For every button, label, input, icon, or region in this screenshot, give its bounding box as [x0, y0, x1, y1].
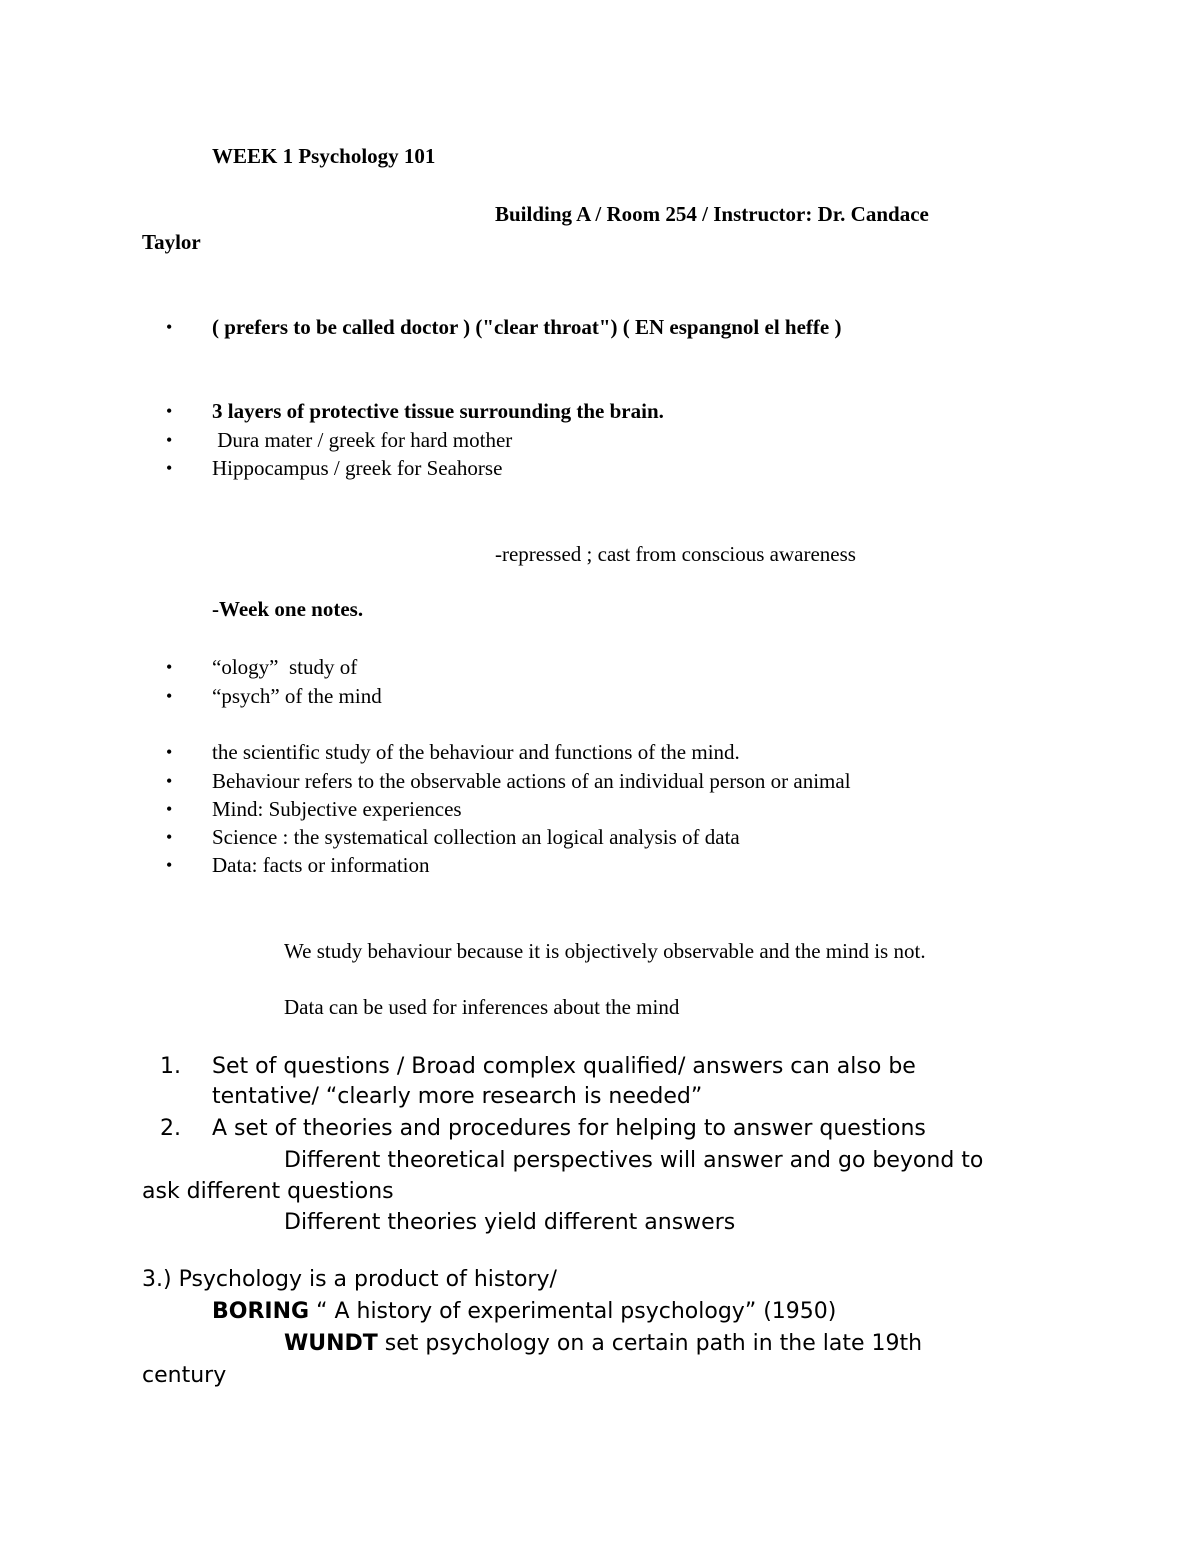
- bullet-marker: •: [166, 317, 173, 337]
- bullet-marker: •: [166, 771, 173, 791]
- paragraph-behaviour: We study behaviour because it is objectively observable and the mind is not.: [284, 939, 926, 963]
- bullet-marker: •: [166, 430, 173, 450]
- bullet-marker: •: [166, 657, 173, 677]
- list-item: Data: facts or information: [212, 853, 430, 877]
- list-item: the scientific study of the behaviour and functions of the mind.: [212, 740, 740, 764]
- repressed-note: -repressed ; cast from conscious awareness: [495, 542, 856, 566]
- bullet-marker: •: [166, 799, 173, 819]
- wundt-line-wrap: century: [142, 1363, 227, 1388]
- boring-rest: “ A history of experimental psychology” (1950): [309, 1299, 837, 1324]
- bullet-marker: •: [166, 742, 173, 762]
- list-item: Behaviour refers to the observable actions of an individual person or animal: [212, 769, 851, 793]
- boring-line: [212, 1297, 836, 1327]
- list-item: “psych” of the mind: [212, 684, 382, 708]
- location-line: Building A / Room 254 / Instructor: Dr. Candace: [495, 202, 929, 226]
- wundt-name: WUNDT: [284, 1331, 378, 1356]
- list-item: Science : the systematical collection an logical analysis of data: [212, 825, 740, 849]
- theories-line-wrap: ask different questions: [142, 1179, 394, 1204]
- wundt-line: [284, 1329, 922, 1359]
- theories-line: Different theories yield different answers: [284, 1210, 736, 1235]
- theories-line: Different theoretical perspectives will answer and go beyond to: [284, 1148, 984, 1173]
- list-item: Mind: Subjective experiences: [212, 797, 462, 821]
- bullet-marker: •: [166, 855, 173, 875]
- bullet-marker: •: [166, 827, 173, 847]
- list-item: Hippocampus / greek for Seahorse: [212, 456, 503, 480]
- list-item: 3 layers of protective tissue surrounding the brain.: [212, 399, 664, 423]
- list-item: Dura mater / greek for hard mother: [212, 428, 513, 452]
- location-line-wrap: Taylor: [142, 230, 201, 254]
- list-item: “ology” study of: [212, 655, 358, 679]
- bullet-marker: •: [166, 686, 173, 706]
- history-line: 3.) Psychology is a product of history/: [142, 1267, 557, 1292]
- bullet-marker: •: [166, 458, 173, 478]
- bullet-marker: •: [166, 401, 173, 421]
- list-number: 2.: [160, 1116, 181, 1141]
- wundt-rest: set psychology on a certain path in the late 19th: [377, 1331, 923, 1356]
- boring-name: BORING: [212, 1299, 310, 1324]
- list-item: ( prefers to be called doctor ) ("clear throat") ( EN espangnol el heffe ): [212, 315, 842, 339]
- paragraph-data: Data can be used for inferences about the mind: [284, 995, 680, 1019]
- numbered-item-line: Set of questions / Broad complex qualified/ answers can also be: [212, 1054, 916, 1079]
- document-title: WEEK 1 Psychology 101: [212, 144, 436, 168]
- numbered-item-line: tentative/ “clearly more research is needed”: [212, 1084, 703, 1109]
- numbered-item-line: A set of theories and procedures for helping to answer questions: [212, 1116, 926, 1141]
- week-one-heading: -Week one notes.: [212, 597, 364, 621]
- list-number: 1.: [160, 1054, 181, 1079]
